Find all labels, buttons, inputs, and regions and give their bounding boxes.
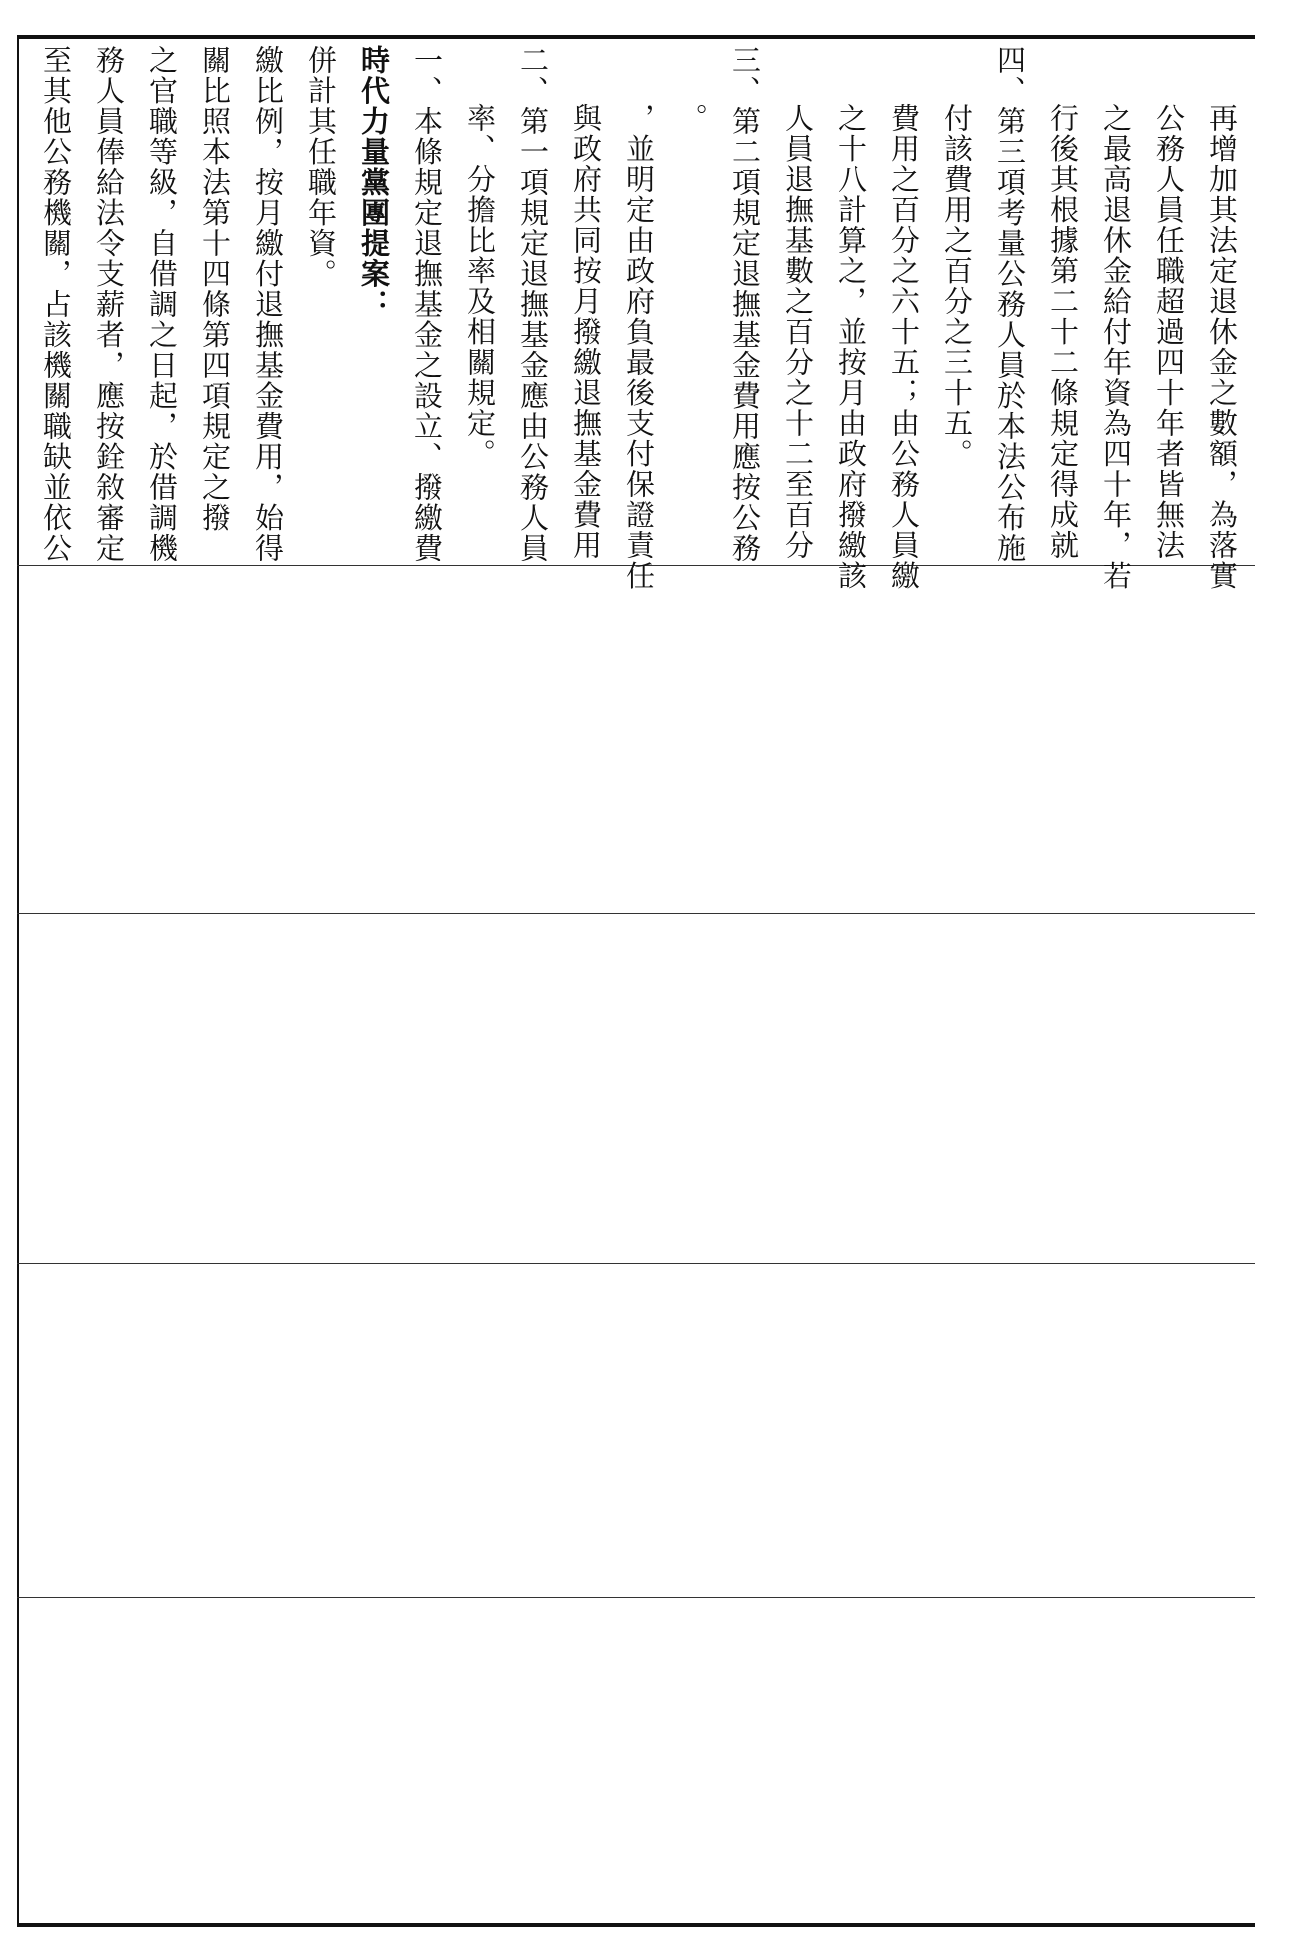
text-column: 務人員俸給法令支薪者，應按銓敘審定 [92, 45, 126, 564]
text-column: 付該費用之百分之三十五。 [940, 103, 974, 469]
bottom-border [17, 1923, 1255, 1927]
text-column: 之官職等級，自借調之日起，於借調機 [145, 45, 179, 564]
text-column: 至其他公務機關，占該機關職缺並依公 [39, 45, 73, 564]
text-column: 三、第二項規定退撫基金費用應按公務 [728, 45, 762, 564]
text-column: 再增加其法定退休金之數額，為落實 [1205, 103, 1239, 591]
row-divider-2 [17, 913, 1255, 914]
text-column: 一、本條規定退撫基金之設立、撥繳費 [410, 45, 444, 564]
text-column: 人員退撫基數之百分之十二至百分 [781, 103, 815, 561]
text-column: 之十八計算之，並按月由政府撥繳該 [834, 103, 868, 591]
explanation-text [28, 45, 1250, 591]
text-column: 公務人員任職超過四十年者皆無法 [1152, 103, 1186, 561]
text-column: ，並明定由政府負最後支付保證責任 [622, 103, 656, 591]
proposal-heading: 時代力量黨團提案： [357, 45, 391, 320]
row-divider-3 [17, 1263, 1255, 1264]
text-column: 率、分擔比率及相關規定。 [463, 103, 497, 469]
top-border [17, 35, 1255, 39]
left-border [17, 35, 19, 1927]
text-column: 關比照本法第十四條第四項規定之撥 [198, 45, 232, 533]
text-column: 併計其任職年資。 [304, 45, 338, 289]
text-column: 四、第三項考量公務人員於本法公布施 [993, 45, 1027, 564]
row-divider-4 [17, 1597, 1255, 1598]
text-column: 。 [675, 103, 709, 134]
text-column: 與政府共同按月撥繳退撫基金費用 [569, 103, 603, 561]
text-column: 行後其根據第二十二條規定得成就 [1046, 103, 1080, 561]
text-column: 之最高退休金給付年資為四十年，若 [1099, 103, 1133, 591]
text-column: 繳比例，按月繳付退撫基金費用，始得 [251, 45, 285, 564]
text-column: 費用之百分之六十五；由公務人員繳 [887, 103, 921, 591]
text-column: 二、第一項規定退撫基金應由公務人員 [516, 45, 550, 564]
